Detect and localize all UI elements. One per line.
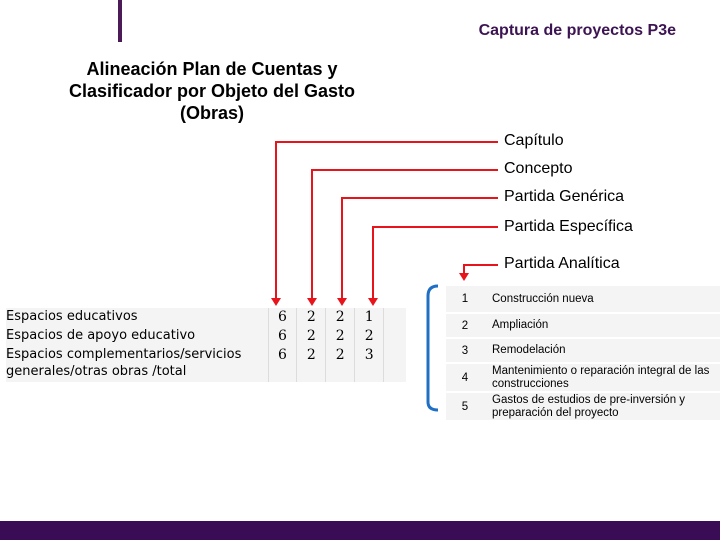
code-concepto: 2 <box>297 308 326 327</box>
partida-analitica-connector <box>464 265 498 276</box>
code-concepto: 2 <box>297 327 326 346</box>
page-title: Alineación Plan de Cuentas y Clasificador por Objeto del Gasto (Obras) <box>68 59 356 123</box>
item-number: 3 <box>446 338 484 363</box>
code-partida-generica: 2 <box>326 308 355 327</box>
item-text: Ampliación <box>484 313 720 338</box>
table-row <box>446 313 720 338</box>
table-row <box>6 327 406 346</box>
analytic-items-table <box>446 286 720 422</box>
item-number: 4 <box>446 363 484 392</box>
code-concepto: 2 <box>297 346 326 382</box>
concepto-arrowhead <box>307 298 317 306</box>
empty-cell <box>384 308 406 327</box>
code-capitulo: 6 <box>268 308 297 327</box>
partida-generica-arrowhead <box>337 298 347 306</box>
label-partida-especifica: Partida Específica <box>504 218 633 235</box>
footer-bar <box>0 521 720 540</box>
code-partida-especifica: 3 <box>355 346 384 382</box>
code-partida-generica: 2 <box>326 346 355 382</box>
item-number: 5 <box>446 392 484 421</box>
label-capitulo: Capítulo <box>504 132 564 149</box>
item-text: Mantenimiento o reparación integral de las construcciones <box>484 363 720 392</box>
table-row <box>6 346 406 382</box>
code-capitulo: 6 <box>268 327 297 346</box>
classification-table <box>6 308 406 382</box>
label-concepto: Concepto <box>504 160 573 177</box>
item-number: 2 <box>446 313 484 338</box>
row-label: Espacios educativos <box>6 309 138 324</box>
row-label: Espacios de apoyo educativo <box>6 328 196 343</box>
table-row <box>446 286 720 313</box>
label-partida-analitica: Partida Analítica <box>504 255 620 272</box>
item-text: Gastos de estudios de pre-inversión y preparación del proyecto <box>484 392 720 421</box>
code-partida-especifica: 2 <box>355 327 384 346</box>
concepto-connector <box>312 170 498 302</box>
code-partida-especifica: 1 <box>355 308 384 327</box>
item-number: 1 <box>446 286 484 313</box>
empty-cell <box>384 346 406 382</box>
table-row <box>446 338 720 363</box>
curly-bracket <box>428 286 438 410</box>
table-row <box>446 392 720 421</box>
table-row <box>446 363 720 392</box>
partida-especifica-arrowhead <box>368 298 378 306</box>
table-row <box>6 308 406 327</box>
item-text: Remodelación <box>484 338 720 363</box>
item-text: Construcción nueva <box>484 286 720 313</box>
capitulo-arrowhead <box>271 298 281 306</box>
slide-header: Captura de proyectos P3e <box>478 22 676 39</box>
row-label: Espacios complementarios/servicios generales/otras obras /total <box>6 347 242 379</box>
empty-cell <box>384 327 406 346</box>
label-partida-generica: Partida Genérica <box>504 188 625 205</box>
partida-analitica-arrowhead <box>459 273 469 281</box>
code-partida-generica: 2 <box>326 327 355 346</box>
code-capitulo: 6 <box>268 346 297 382</box>
